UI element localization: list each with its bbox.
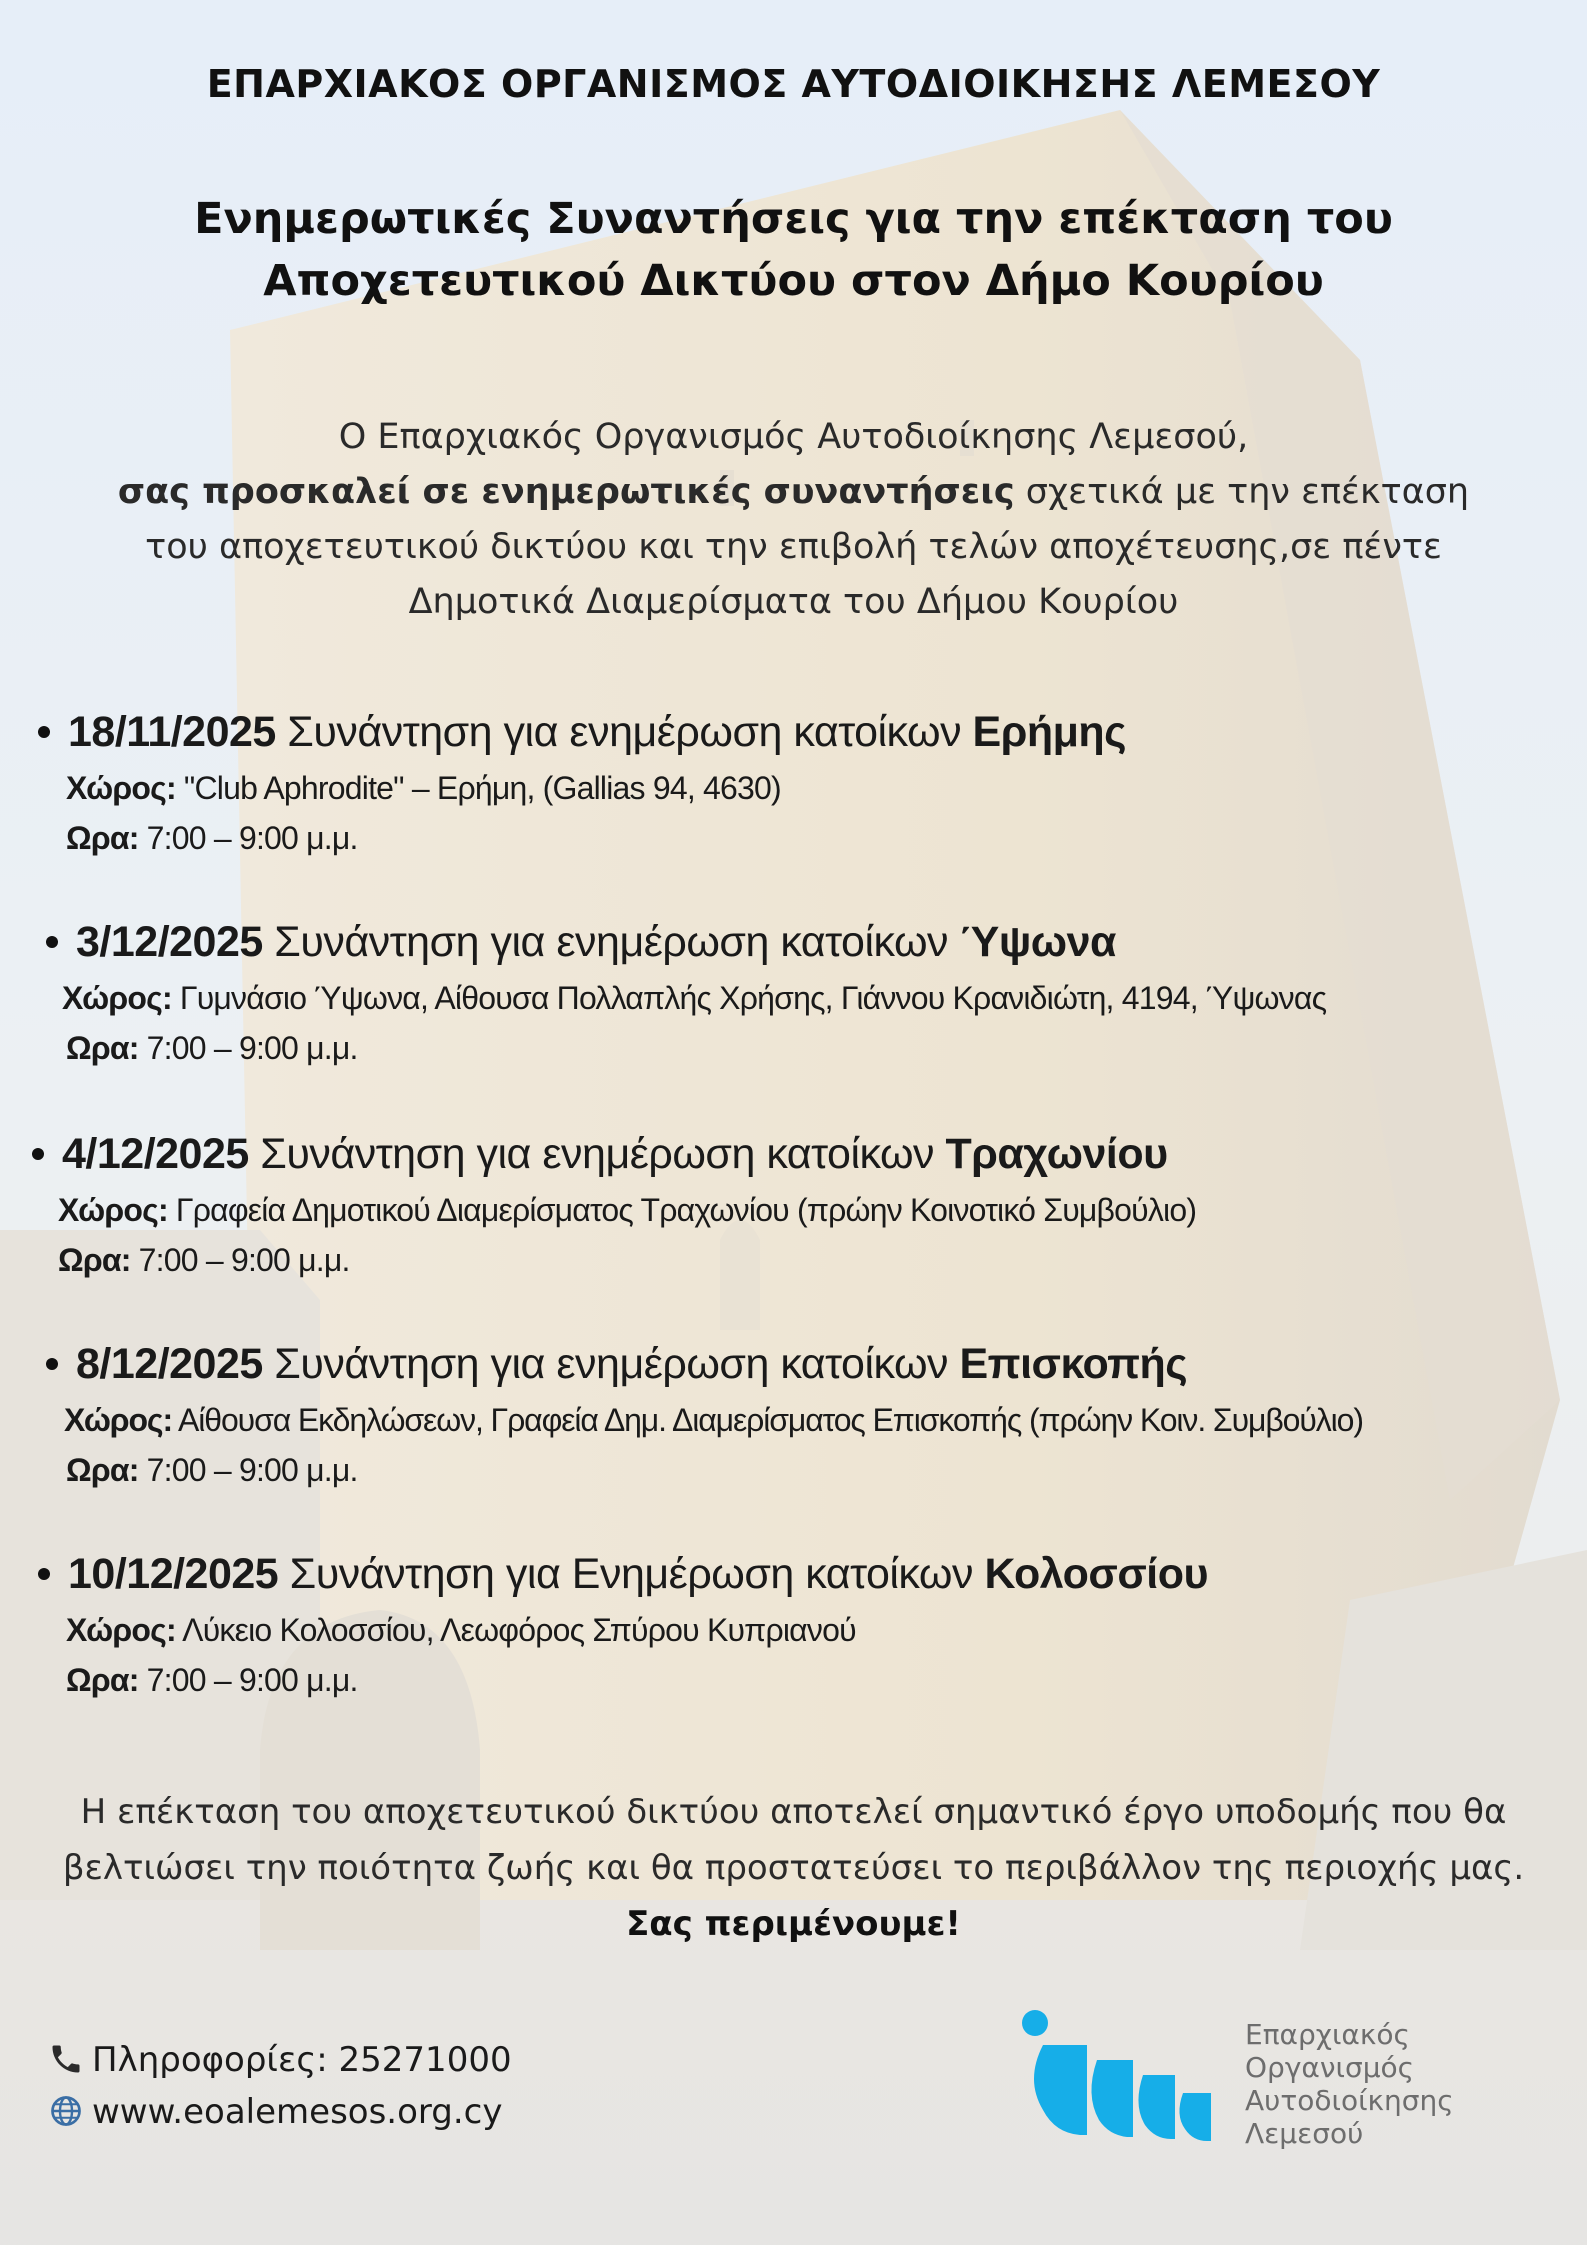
logo-line-1: Επαρχιακός xyxy=(1245,2018,1410,2051)
intro-line-3: του αποχετευτικού δικτύου και την επιβολή τελών αποχέτευσης,σε πέντε xyxy=(145,527,1442,567)
organization-title: ΕΠΑΡΧΙΑΚΟΣ ΟΡΓΑΝΙΣΜΟΣ ΑΥΤΟΔΙΟΙΚΗΣΗΣ ΛΕΜΕΣΟΥ xyxy=(206,62,1381,106)
time-label: Ωρα: xyxy=(66,1452,139,1488)
intro-line-2-rest: σχετικά με την επέκταση xyxy=(1014,472,1470,512)
intro-paragraph xyxy=(0,410,1587,630)
event-text: Συνάντηση για ενημέρωση κατοίκων xyxy=(248,1130,946,1178)
title-line-2: Αποχετευτικού Δικτύου στον Δήμο Κουρίου xyxy=(263,256,1324,306)
time-value: 7:00 – 9:00 μ.μ. xyxy=(130,1242,350,1278)
event-place: Ύψωνα xyxy=(959,918,1116,966)
intro-line-2 xyxy=(0,465,1587,520)
venue-label: Χώρος: xyxy=(66,770,176,806)
event-place: Ερήμης xyxy=(972,708,1127,756)
event-time xyxy=(66,820,358,857)
venue-value: "Club Aphrodite" – Ερήμη, (Gallias 94, 4630) xyxy=(175,770,781,806)
event-time xyxy=(58,1242,350,1279)
time-label: Ωρα: xyxy=(66,1662,139,1698)
event-venue xyxy=(64,1402,1363,1439)
intro-emphasis: σας προσκαλεί σε ενημερωτικές συναντήσεις xyxy=(117,472,1015,512)
event-venue xyxy=(66,770,781,807)
globe-icon xyxy=(48,2093,84,2129)
event-place: Τραχωνίου xyxy=(945,1130,1168,1178)
event-date: 10/12/2025 xyxy=(68,1550,279,1598)
title-line-1: Ενημερωτικές Συναντήσεις για την επέκταση του xyxy=(194,194,1393,244)
event-time xyxy=(66,1452,358,1489)
bullet-icon xyxy=(46,1358,58,1370)
event-heading xyxy=(38,1550,1208,1599)
logo-line-4: Λεμεσού xyxy=(1245,2117,1364,2150)
bullet-icon xyxy=(38,726,50,738)
contact-phone xyxy=(48,2040,512,2080)
closing-paragraph xyxy=(0,1784,1587,1952)
venue-value: Γραφεία Δημοτικού Διαμερίσματος Τραχωνίου (πρώην Κοινοτικό Συμβούλιο) xyxy=(167,1192,1197,1228)
venue-value: Λύκειο Κολοσσίου, Λεωφόρος Σπύρου Κυπριανού xyxy=(175,1612,856,1648)
logo-line-3: Αυτοδιοίκησης xyxy=(1245,2084,1454,2117)
time-value: 7:00 – 9:00 μ.μ. xyxy=(138,1030,358,1066)
phone-text: Πληροφορίες: 25271000 xyxy=(92,2040,512,2080)
contact-website[interactable] xyxy=(48,2092,503,2132)
event-text: Συνάντηση για Ενημέρωση κατοίκων xyxy=(278,1550,985,1598)
intro-line-1: Ο Επαρχιακός Οργανισμός Αυτοδιοίκησης Λεμεσού, xyxy=(338,417,1249,457)
event-time xyxy=(66,1662,358,1699)
closing-line-1: Η επέκταση του αποχετευτικού δικτύου αποτελεί σημαντικό έργο υποδομής που θα xyxy=(80,1792,1507,1832)
event-place: Επισκοπής xyxy=(959,1340,1188,1388)
venue-value: Γυμνάσιο Ύψωνα, Αίθουσα Πολλαπλής Χρήσης, Γιάννου Κρανιδιώτη, 4194, Ύψωνας xyxy=(171,980,1327,1016)
event-venue xyxy=(66,1612,856,1649)
bullet-icon xyxy=(38,1568,50,1580)
logo-line-2: Οργανισμός xyxy=(1245,2051,1415,2084)
event-date: 4/12/2025 xyxy=(62,1130,249,1178)
time-value: 7:00 – 9:00 μ.μ. xyxy=(138,1452,358,1488)
event-text: Συνάντηση για ενημέρωση κατοίκων xyxy=(262,1340,960,1388)
time-label: Ωρα: xyxy=(66,1030,139,1066)
event-heading xyxy=(38,708,1126,757)
event-text: Συνάντηση για ενημέρωση κατοίκων xyxy=(275,708,973,756)
event-place: Κολοσσίου xyxy=(984,1550,1208,1598)
event-heading xyxy=(32,1130,1168,1179)
venue-value: Αίθουσα Εκδηλώσεων, Γραφεία Δημ. Διαμερίσματος Επισκοπής (πρώην Κοιν. Συμβούλιο) xyxy=(172,1402,1363,1438)
time-label: Ωρα: xyxy=(58,1242,131,1278)
venue-label: Χώρος: xyxy=(58,1192,168,1228)
closing-line-2: βελτιώσει την ποιότητα ζωής και θα προστατεύσει το περιβάλλον της περιοχής μας. xyxy=(62,1848,1525,1888)
intro-line-4: Δημοτικά Διαμερίσματα του Δήμου Κουρίου xyxy=(408,582,1179,622)
bullet-icon xyxy=(32,1148,44,1160)
closing-cta: Σας περιμένουμε! xyxy=(626,1904,961,1944)
organization-logo-mark xyxy=(1015,2005,1215,2155)
event-heading xyxy=(46,1340,1187,1389)
bullet-icon xyxy=(46,936,58,948)
venue-label: Χώρος: xyxy=(66,1612,176,1648)
website-link[interactable]: www.eoalemesos.org.cy xyxy=(92,2092,503,2132)
time-label: Ωρα: xyxy=(66,820,139,856)
page-title xyxy=(0,188,1587,312)
event-date: 3/12/2025 xyxy=(76,918,263,966)
event-heading xyxy=(46,918,1116,967)
time-value: 7:00 – 9:00 μ.μ. xyxy=(138,1662,358,1698)
event-time xyxy=(66,1030,358,1067)
organization-logo-text xyxy=(1245,2018,1454,2150)
event-venue xyxy=(58,1192,1196,1229)
phone-icon xyxy=(48,2041,84,2077)
venue-label: Χώρος: xyxy=(64,1402,172,1438)
event-date: 18/11/2025 xyxy=(68,708,276,756)
event-date: 8/12/2025 xyxy=(76,1340,263,1388)
event-text: Συνάντηση για ενημέρωση κατοίκων xyxy=(262,918,960,966)
venue-label: Χώρος: xyxy=(62,980,172,1016)
time-value: 7:00 – 9:00 μ.μ. xyxy=(138,820,358,856)
event-venue xyxy=(62,980,1326,1017)
